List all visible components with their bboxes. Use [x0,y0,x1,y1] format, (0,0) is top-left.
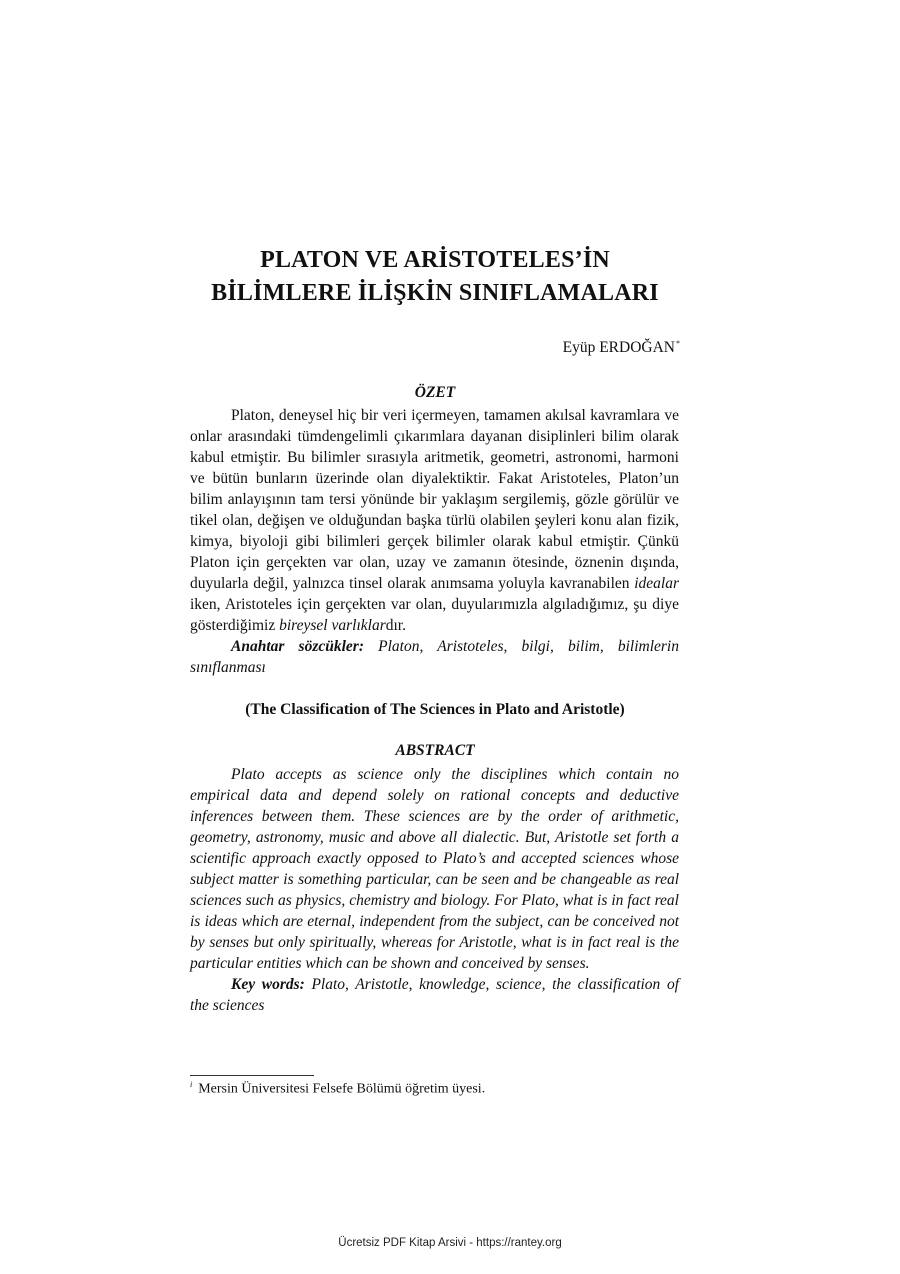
abstract-heading: ABSTRACT [395,742,475,759]
ozet-keywords-text: Platon, Aristoteles, bilgi, bilim, bilimlerin sınıflanması [190,638,679,676]
abstract-keywords-label: Key words: [231,976,305,993]
ozet-heading: ÖZET [414,384,456,401]
ozet-keywords-label: Anahtar sözcükler: [231,638,365,655]
ozet-body [190,405,679,636]
footnote-text: Mersin Üniversitesi Felsefe Bölümü öğretim üyesi. [198,1081,486,1097]
footnote-mark: i [190,1080,193,1089]
author-name [563,339,680,357]
ozet-keywords [190,636,679,678]
author-name-text: Eyüp ERDOĞAN [562,339,675,357]
author-footnote-mark: * [676,339,680,348]
abstract-body: Plato accepts as science only the disciplines which contain no empirical data and depend solely on rational concepts and deductive inferences between them. These sciences are by the order of arithmetic, geometry, astronomy, music and above all dialectic. But, Aristotle set forth a scientific approach exactly opposed to Plato’s and accepted sciences whose subject matter is something particular, can be seen and be changeable as real sciences such as physics, chemistry and biology. For Plato, what is in fact real is ideas which are eternal, independent from the subject, can be conceived not by senses but only spiritually, whereas for Aristotle, what is in fact real is the particular entities which can be shown and conceived by senses. [190,766,679,972]
ozet-body-idealar: idealar [634,575,679,592]
ozet-body-text-2: iken, Aristoteles için gerçekten var olan, duyularımızla algıladığımız, şu diye gösterdiğimiz [190,596,679,634]
ozet-body-text-3: dır. [385,617,406,634]
title-line-2: BİLİMLERE İLİŞKİN SINIFLAMALARI [211,280,659,306]
ozet-body-text-1: Platon, deneysel hiç bir veri içermeyen, tamamen akılsal kavramlara ve onlar arasındaki tümdengelimli çıkarımlara dayanan disiplinleri bilim olarak kabul etmiştir. Bu bilimler sırasıyla aritmetik, geometri, astronomi, harmoni ve bütün bunların üzerinde olan diyalektiktir. Fakat Aristoteles, Platon’un bilim anlayışının tam tersi yönünde bir yaklaşım sergilemiş, gözle görülür ve tikel olan, değişen ve olduğundan başka türlü olabilen şeyleri konu alan fizik, kimya, biyoloji gibi bilimleri gerçek bilimler olarak kabul etmiştir. Çünkü Platon için gerçekten var olan, uzay ve zamanın ötesinde, öznenin dışında, duyularla değil, yalnızca tinsel olarak anımsama yoluyla kavranabilen [190,407,679,592]
abstract-keywords-text: Plato, Aristotle, knowledge, science, the classification of the sciences [190,976,680,1014]
paper-title [150,244,720,310]
page-footer: Ücretsiz PDF Kitap Arsivi - https://rantey.org [338,1237,562,1249]
ozet-body-bireysel: bireysel varlıklar [279,617,386,634]
abstract-keywords [190,974,679,1016]
footnote [190,1080,485,1098]
title-line-1: PLATON VE ARİSTOTELES’İN [260,247,610,273]
english-title: (The Classification of The Sciences in Plato and Aristotle) [245,701,625,718]
footnote-divider [190,1075,314,1076]
